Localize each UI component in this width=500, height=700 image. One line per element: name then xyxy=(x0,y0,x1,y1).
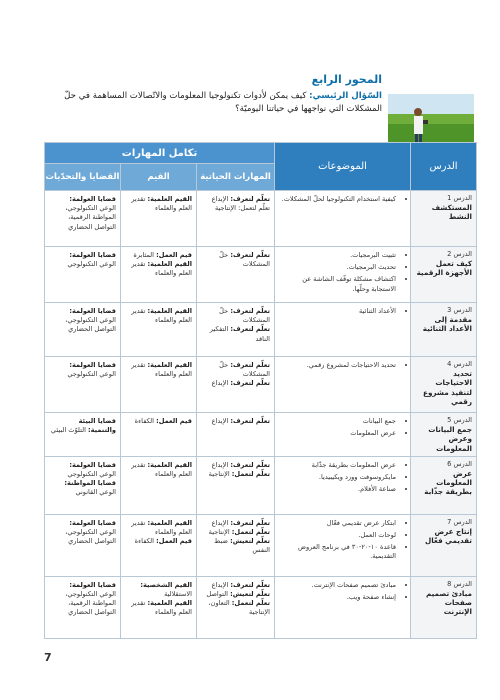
cell-label: قيم العمل: xyxy=(156,537,192,546)
curriculum-table xyxy=(44,142,477,639)
cell-label: تعلّم لتعرف: xyxy=(230,361,270,369)
cell-label: تعلّم لتعرف: xyxy=(230,251,270,259)
values-cell xyxy=(121,303,197,357)
cell-label: تعلّم لتعرف: xyxy=(230,417,270,425)
cell-line xyxy=(201,417,270,426)
cell-line xyxy=(125,260,192,278)
lesson-number: الدرس 1 xyxy=(447,194,472,202)
life-skills-cell xyxy=(197,357,275,413)
cell-line xyxy=(49,307,116,316)
cell-text: تقدير العلم والعلماء xyxy=(131,460,192,479)
cell-label: القيم العلمية: xyxy=(147,599,192,608)
cell-text: الإنتاجية xyxy=(208,470,232,479)
cell-line xyxy=(49,251,116,260)
cell-text: الوعي التكنولوجي، المواطنة الرقمية، التواصل الحضاري xyxy=(65,590,116,617)
topic-item: • اكتشاف مشكلة توقّف الشاشة عن الاستجابة وحلّها. xyxy=(280,275,396,293)
cell-text: حلّ المشكلات xyxy=(219,251,270,269)
cell-line xyxy=(49,361,116,370)
cell-label: قضايا العولمة: xyxy=(69,195,116,203)
cell-line xyxy=(49,417,116,435)
main-question-text: كيف يمكن لأدوات تكنولوجيا المعلومات والاتّصالات المساهمة في حلّ المشكلات التي نواجهها في حياتنا اليوميّة؟ xyxy=(64,91,382,114)
lesson-cell xyxy=(411,357,477,413)
cell-text: التواصل xyxy=(206,590,231,599)
cell-text: الوعي التكنولوجي xyxy=(67,260,116,269)
cell-label: قضايا العولمة: xyxy=(69,251,116,259)
cell-line xyxy=(49,590,116,618)
values-cell xyxy=(121,357,197,413)
values-cell xyxy=(121,413,197,457)
issues-cell xyxy=(45,191,121,247)
table-row xyxy=(45,413,477,457)
header-skills-integration: تكامل المهارات xyxy=(45,143,275,164)
lesson-number: الدرس 8 xyxy=(447,579,472,588)
lesson-cell xyxy=(411,576,477,638)
lesson-number: الدرس 5 xyxy=(447,416,472,424)
life-skills-cell xyxy=(197,576,275,638)
topic-item: • تحديد الاحتياجات لمشروع رقمي. xyxy=(280,361,396,370)
cell-text: التلوّث البيئي xyxy=(50,426,89,435)
topics-list xyxy=(280,361,405,370)
topic-item: • مبادئ تصميم صفحات الإنترنت. xyxy=(280,581,396,590)
topics-list xyxy=(280,417,405,438)
cell-label: قضايا العولمة: xyxy=(69,580,116,589)
topic-item: • ابتكار عرض تقديمي فعّال xyxy=(280,519,396,528)
cell-text: الوعي التكنولوجي xyxy=(67,470,116,479)
cell-text: المثابرة xyxy=(133,251,157,259)
cell-text: الاستقلالية xyxy=(164,590,192,599)
topics-cell xyxy=(275,413,411,457)
lesson-name: عرض المعلومات بطريقة جذّابة xyxy=(424,469,472,497)
cell-label: تعلّم لتعرف: xyxy=(230,379,270,388)
cell-line xyxy=(49,528,116,546)
lesson-name: مقدمة إلى الأعداد الثنائية xyxy=(422,315,472,334)
cell-line xyxy=(201,599,270,617)
issues-cell xyxy=(45,413,121,457)
cell-label: قضايا العولمة: xyxy=(69,460,116,469)
topic-item: • عرض المعلومات بطريقة جذّابة xyxy=(280,461,396,470)
life-skills-cell xyxy=(197,303,275,357)
cell-line xyxy=(49,470,116,479)
cell-text: تقدير العلم والعلماء xyxy=(131,260,192,278)
table-row xyxy=(45,576,477,638)
cell-label: تعلّم لتعمل: xyxy=(231,528,270,537)
table-row xyxy=(45,514,477,576)
cell-line xyxy=(49,204,116,232)
cell-text: الوعي القانوني xyxy=(75,488,116,497)
cell-text: تقدير العلم والعلماء xyxy=(131,195,192,213)
axis-title: المحور الرابع xyxy=(311,73,382,86)
cell-line xyxy=(49,479,116,488)
lesson-cell xyxy=(411,456,477,514)
cell-line xyxy=(201,537,270,555)
lesson-name: مبادئ تصميم صفحات الإنترنت xyxy=(425,589,472,617)
lesson-name: تحديد الاحتياجات لتنفيذ مشروع رقمي xyxy=(423,369,472,406)
cell-line xyxy=(125,519,192,537)
cell-label: تعلّم لتعرف: xyxy=(230,460,270,469)
cell-line xyxy=(125,537,192,546)
issues-cell xyxy=(45,576,121,638)
lesson-name: المستكشف النشط xyxy=(431,203,472,222)
issues-cell xyxy=(45,303,121,357)
topics-list xyxy=(280,581,405,602)
cell-label: تعلّم لتعمل: xyxy=(231,470,270,479)
table-body xyxy=(45,191,477,639)
life-skills-cell xyxy=(197,191,275,247)
cell-line xyxy=(201,470,270,479)
cell-text: الإبداع xyxy=(211,417,231,425)
topics-cell xyxy=(275,191,411,247)
cell-text: الإنتاجية xyxy=(208,528,232,537)
life-skills-cell xyxy=(197,456,275,514)
topics-list xyxy=(280,195,405,204)
cell-line xyxy=(201,581,270,590)
values-cell xyxy=(121,191,197,247)
cell-line xyxy=(125,599,192,617)
cell-label: القيم العلمية: xyxy=(147,307,192,315)
lesson-number: الدرس 3 xyxy=(447,306,472,314)
cell-line xyxy=(201,251,270,269)
cell-label: قيم العمل: xyxy=(156,417,192,425)
cell-text: تقدير العلم والعلماء xyxy=(131,307,192,325)
topic-item: • جمع البيانات xyxy=(280,417,396,426)
topics-cell xyxy=(275,514,411,576)
page-number: 7 xyxy=(44,651,52,664)
cell-line xyxy=(125,195,192,213)
table-row xyxy=(45,247,477,303)
cell-line xyxy=(49,260,116,269)
topic-item: • لوحات العمل. xyxy=(280,531,396,540)
header xyxy=(44,72,474,142)
cell-label: القيم العلمية: xyxy=(147,361,192,369)
cell-text: الوعي التكنولوجي، المواطنة الرقمية، التواصل الحضاري xyxy=(65,204,116,231)
lesson-number: الدرس 6 xyxy=(447,459,472,468)
topics-cell xyxy=(275,303,411,357)
cell-line xyxy=(201,379,270,388)
table-row xyxy=(45,357,477,413)
topic-item: • تحديث البرمجيات. xyxy=(280,263,396,272)
cell-line xyxy=(201,519,270,528)
cell-text: تقدير العلم والعلماء xyxy=(131,361,192,379)
header-issues: القضايا والتحدّيات xyxy=(45,164,121,191)
cell-label: تعلّم لتعمل: xyxy=(231,599,270,608)
values-cell xyxy=(121,456,197,514)
life-skills-cell xyxy=(197,413,275,457)
cell-text: الإبداع xyxy=(211,580,231,589)
topics-list xyxy=(280,519,405,562)
cell-text: الإبداع xyxy=(211,379,231,388)
cell-text: حلّ المشكلات xyxy=(219,307,270,325)
lesson-name: إنتاج عرض تقديمي فعّال xyxy=(424,527,472,546)
cell-text: الوعي التكنولوجي، التواصل الحضاري xyxy=(65,528,116,546)
cell-text: التفكير الناقد xyxy=(209,325,270,343)
topic-item: • صناعة الأفلام. xyxy=(280,485,396,494)
values-cell xyxy=(121,247,197,303)
cell-text: تقدير العلم والعلماء xyxy=(131,599,192,617)
life-skills-cell xyxy=(197,247,275,303)
topic-item: • مايكروسوفت وورد ويكيبيديا. xyxy=(280,473,396,482)
cell-label: القيم العلمية: xyxy=(147,195,192,203)
cell-label: تعلّم لتعرف: xyxy=(230,195,270,203)
cell-label: تعلّم لتعرف: xyxy=(230,325,270,334)
cell-text: الإبداع xyxy=(211,195,231,203)
issues-cell xyxy=(45,514,121,576)
cell-text: تعلّم لتعمل: الإنتاجية xyxy=(214,204,270,213)
topics-list xyxy=(280,461,405,495)
cell-line xyxy=(201,461,270,470)
values-cell xyxy=(121,514,197,576)
topics-list xyxy=(280,251,405,294)
cell-line xyxy=(49,519,116,528)
lesson-cell xyxy=(411,247,477,303)
cell-text: الوعي التكنولوجي xyxy=(67,370,116,379)
cell-line xyxy=(201,528,270,537)
table-row xyxy=(45,303,477,357)
header-values: القيم xyxy=(121,164,197,191)
issues-cell xyxy=(45,456,121,514)
topic-item: • الأعداد الثنائية xyxy=(280,307,396,316)
table-row xyxy=(45,191,477,247)
table-row xyxy=(45,456,477,514)
cell-line xyxy=(201,204,270,213)
cell-line xyxy=(125,251,192,260)
cell-line xyxy=(49,488,116,497)
topic-item: • تثبيت البرمجيات. xyxy=(280,251,396,260)
main-question-label: السّؤال الرئيسي: xyxy=(309,91,382,101)
topic-item: • كيفية استخدام التكنولوجيا لحلّ المشكلات. xyxy=(280,195,396,204)
topic-item: • إنشاء صفحة ويب. xyxy=(280,593,396,602)
cell-line xyxy=(125,417,192,426)
cell-line xyxy=(49,195,116,204)
main-question xyxy=(42,90,382,116)
cell-line xyxy=(201,195,270,204)
cell-label: قضايا العولمة: xyxy=(69,361,116,369)
cell-label: قضايا البيئة والتنمية: xyxy=(78,417,116,435)
cell-label: قضايا المواطنة: xyxy=(64,479,116,488)
cell-text: الكفاءة xyxy=(134,537,157,546)
topics-cell xyxy=(275,576,411,638)
cell-line xyxy=(201,361,270,379)
cell-line xyxy=(49,370,116,379)
cell-label: قيم العمل: xyxy=(156,251,192,259)
topic-item: • عرض المعلومات xyxy=(280,429,396,438)
cell-line xyxy=(49,461,116,470)
cell-label: تعلّم لتعرف: xyxy=(230,307,270,315)
issues-cell xyxy=(45,357,121,413)
issues-cell xyxy=(45,247,121,303)
cell-line xyxy=(201,590,270,599)
topics-cell xyxy=(275,456,411,514)
cell-label: تعلّم لتعرف: xyxy=(230,580,270,589)
cell-line xyxy=(125,461,192,479)
cell-label: تعلّم لتعرف: xyxy=(230,518,270,527)
cell-label: القيم العلمية: xyxy=(147,518,192,527)
cell-text: الوعي التكنولوجي، التواصل الحضاري xyxy=(65,316,116,334)
header-life-skills: المهارات الحياتية xyxy=(197,164,275,191)
lesson-name: كيف تعمل الأجهزة الرقمية xyxy=(416,259,472,278)
header-topics: الموضوعات xyxy=(275,143,411,191)
topics-cell xyxy=(275,357,411,413)
cell-line xyxy=(49,581,116,590)
life-skills-cell xyxy=(197,514,275,576)
header-lesson: الدرس xyxy=(411,143,477,191)
cell-label: تعلّم لتعيش: xyxy=(230,537,270,546)
cell-text: الإبداع xyxy=(211,460,231,469)
lesson-name: جمع البيانات وعرض المعلومات xyxy=(428,425,472,453)
topic-item: • قاعدة ١٠-٢٠-٣٠ في برنامج العروض التقديمية. xyxy=(280,543,396,561)
cell-label: قضايا العولمة: xyxy=(69,518,116,527)
cell-line xyxy=(125,361,192,379)
lesson-cell xyxy=(411,514,477,576)
cell-line xyxy=(125,581,192,599)
cell-text: حلّ المشكلات xyxy=(219,361,270,379)
cell-label: قضايا العولمة: xyxy=(69,307,116,315)
lesson-number: الدرس 7 xyxy=(447,517,472,526)
lesson-cell xyxy=(411,303,477,357)
cell-line xyxy=(201,307,270,325)
lesson-cell xyxy=(411,413,477,457)
cell-label: القيم العلمية: xyxy=(147,260,192,269)
cell-label: تعلّم لتعيش: xyxy=(230,590,270,599)
lesson-cell xyxy=(411,191,477,247)
field-photo xyxy=(388,94,474,146)
lesson-number: الدرس 2 xyxy=(447,250,472,258)
topics-list xyxy=(280,307,405,316)
cell-text: تقدير العلم والعلماء xyxy=(131,518,192,537)
cell-line xyxy=(125,307,192,325)
cell-label: القيم العلمية: xyxy=(147,460,192,469)
cell-text: ضبط النفس xyxy=(214,537,270,555)
cell-line xyxy=(201,325,270,343)
cell-label: القيم الشخصية: xyxy=(140,580,192,589)
values-cell xyxy=(121,576,197,638)
cell-text: التعاون، الإنتاجية xyxy=(208,599,270,617)
topics-cell xyxy=(275,247,411,303)
cell-text: الإبداع xyxy=(211,518,231,527)
cell-line xyxy=(49,316,116,334)
cell-text: الكفاءة xyxy=(134,417,157,425)
lesson-number: الدرس 4 xyxy=(447,360,472,368)
